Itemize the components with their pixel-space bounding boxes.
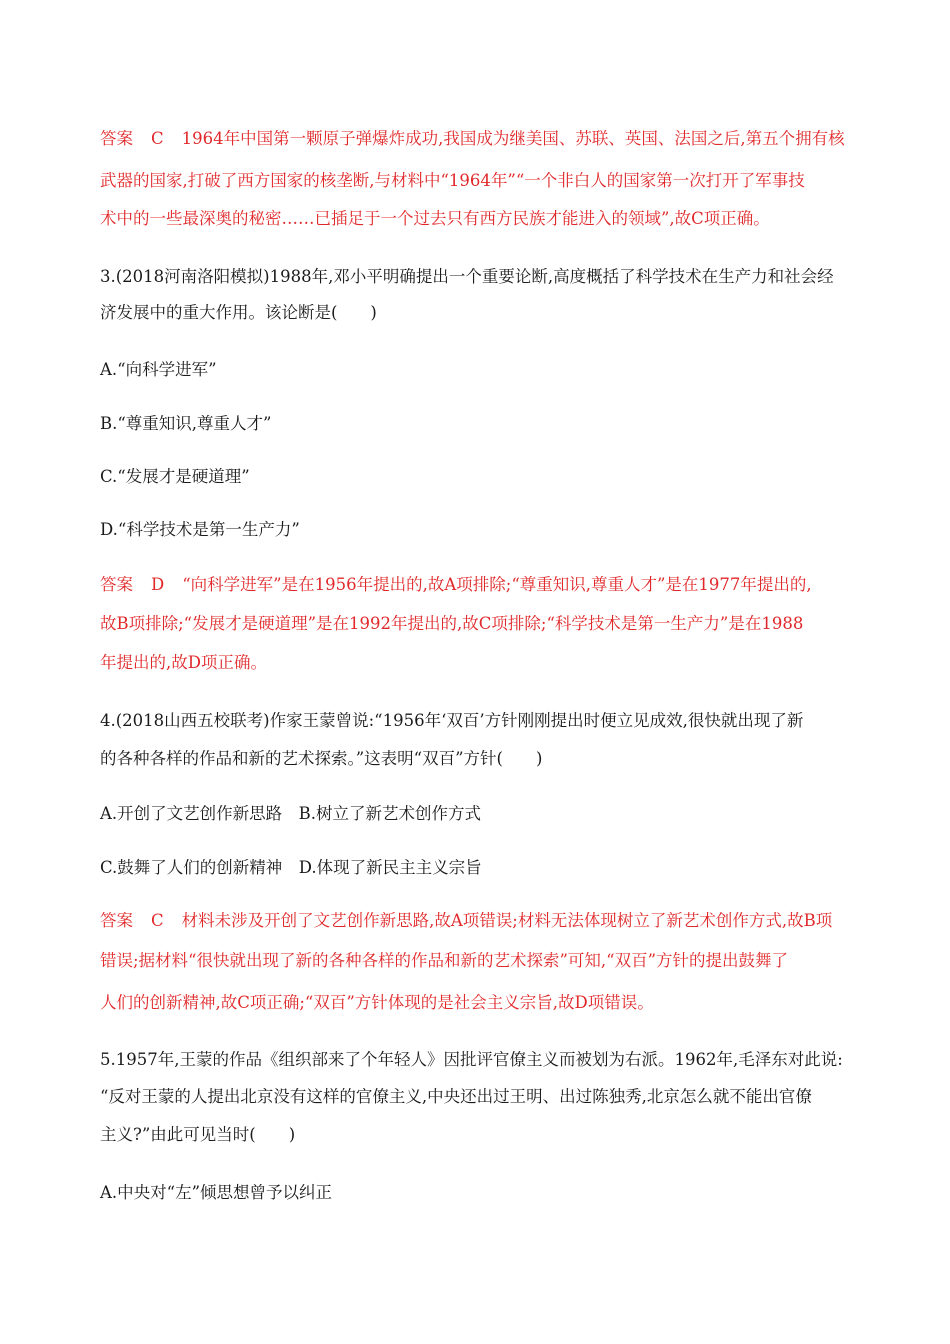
answer-q4-line-1 <box>100 910 832 932</box>
answer-q4-line-2: 错误;据材料“很快就出现了新的各种各样的作品和新的艺术探索”可知,“双百”方针的提出鼓舞了 <box>100 951 789 970</box>
question-3-line-1: 3.(2018河南洛阳模拟)1988年,邓小平明确提出一个重要论断,高度概括了科学技术在生产力和社会经 <box>100 267 834 286</box>
answer-letter: C <box>151 911 164 930</box>
answer-label: 答案 <box>100 575 133 594</box>
answer-text: 材料未涉及开创了文艺创作新思路,故A项错误;材料无法体现树立了新艺术创作方式,故B项 <box>181 911 833 930</box>
question-3-option-b: B.“尊重知识,尊重人才” <box>100 414 272 433</box>
answer-q3-line-2: 故B项排除;“发展才是硬道理”是在1992年提出的,故C项排除;“科学技术是第一生产力”是在1988 <box>100 614 804 633</box>
question-4-line-2: 的各种各样的作品和新的艺术探索。”这表明“双百”方针( ) <box>100 749 543 768</box>
answer-text: “向科学进军”是在1956年提出的,故A项排除;“尊重知识,尊重人才”是在1977年提出的, <box>182 575 812 594</box>
answer-q2-line-2: 武器的国家,打破了西方国家的核垄断,与材料中“1964年”“一个非白人的国家第一次打开了军事技 <box>100 171 805 190</box>
answer-letter: C <box>151 129 164 148</box>
answer-text: 1964年中国第一颗原子弹爆炸成功,我国成为继美国、苏联、英国、法国之后,第五个拥有核 <box>181 129 845 148</box>
answer-q3-line-3: 年提出的,故D项正确。 <box>100 653 267 672</box>
answer-letter: D <box>151 575 165 594</box>
question-4-options-ab: A.开创了文艺创作新思路 B.树立了新艺术创作方式 <box>100 804 482 823</box>
question-3-line-2: 济发展中的重大作用。该论断是( ) <box>100 303 377 322</box>
question-3-option-d: D.“科学技术是第一生产力” <box>100 520 300 539</box>
answer-q3-line-1 <box>100 574 812 596</box>
answer-q2-line-1 <box>100 128 845 150</box>
answer-label: 答案 <box>100 911 133 930</box>
question-5-line-3: 主义?”由此可见当时( ) <box>100 1125 296 1144</box>
question-4-line-1: 4.(2018山西五校联考)作家王蒙曾说:“1956年‘双百’方针刚刚提出时便立见成效,很快就出现了新 <box>100 711 804 730</box>
question-5-line-2: “反对王蒙的人提出北京没有这样的官僚主义,中央还出过王明、出过陈独秀,北京怎么就不能出官僚 <box>100 1087 812 1106</box>
answer-q4-line-3: 人们的创新精神,故C项正确;“双百”方针体现的是社会主义宗旨,故D项错误。 <box>100 993 654 1012</box>
question-4-options-cd: C.鼓舞了人们的创新精神 D.体现了新民主主义宗旨 <box>100 858 482 877</box>
answer-label: 答案 <box>100 129 133 148</box>
question-3-option-c: C.“发展才是硬道理” <box>100 467 250 486</box>
question-5-option-a: A.中央对“左”倾思想曾予以纠正 <box>100 1183 333 1202</box>
answer-q2-line-3: 术中的一些最深奥的秘密……已插足于一个过去只有西方民族才能进入的领域”,故C项正确。 <box>100 209 770 228</box>
question-3-option-a: A.“向科学进军” <box>100 360 217 379</box>
question-5-line-1: 5.1957年,王蒙的作品《组织部来了个年轻人》因批评官僚主义而被划为右派。1962年,毛泽东对此说: <box>100 1050 843 1069</box>
